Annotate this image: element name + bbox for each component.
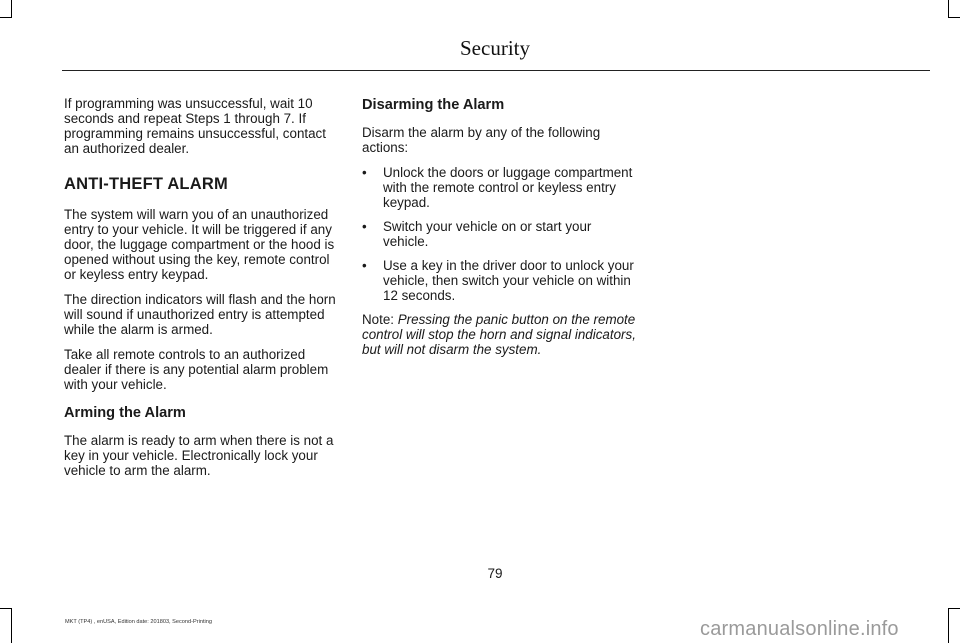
crop-mark: [948, 17, 960, 18]
page-number: 79: [487, 566, 503, 581]
bullet-list: [362, 165, 636, 303]
body-paragraph: Take all remote controls to an authorized dealer if there is any potential alarm problem with your vehicle.: [64, 347, 329, 392]
list-item-text: Unlock the doors or luggage compartment with the remote control or keyless entry keypad.: [383, 165, 633, 210]
list-item-text: Use a key in the driver door to unlock your vehicle, then switch your vehicle on within 12 seconds.: [383, 258, 634, 303]
bullet-icon: •: [362, 165, 367, 180]
left-column: [64, 96, 338, 488]
body-paragraph: The system will warn you of an unauthorized entry to your vehicle. It will be triggered if any door, the luggage compartment or the hood is opened without using the key, remote control or keyless entry keypad.: [64, 207, 335, 282]
crop-mark: [948, 608, 949, 643]
watermark: carmanualsonline.info: [700, 618, 899, 640]
section-heading: ANTI-THEFT ALARM: [64, 175, 228, 193]
crop-mark: [948, 0, 949, 17]
body-paragraph: The alarm is ready to arm when there is not a key in your vehicle. Electronically lock your vehicle to arm the alarm.: [64, 433, 334, 478]
intro-paragraph: If programming was unsuccessful, wait 10 seconds and repeat Steps 1 through 7. If programming remains unsuccessful, contact an authorized dealer.: [64, 96, 326, 156]
right-column: [362, 96, 636, 367]
subsection-heading: Disarming the Alarm: [362, 97, 505, 113]
bullet-icon: •: [362, 258, 367, 273]
crop-mark: [11, 608, 12, 643]
crop-mark: [0, 17, 12, 18]
bullet-icon: •: [362, 219, 367, 234]
list-item-text: Switch your vehicle on or start your vehicle.: [383, 219, 592, 249]
crop-mark: [948, 608, 960, 609]
note-text: Pressing the panic button on the remote control will stop the horn and signal indicators, but will not disarm the system.: [362, 312, 636, 357]
body-paragraph: The direction indicators will flash and the horn will sound if unauthorized entry is attempted while the alarm is armed.: [64, 292, 336, 337]
list-item: [362, 219, 636, 249]
subsection-heading: Arming the Alarm: [64, 405, 186, 421]
note-paragraph: [362, 312, 636, 357]
header-divider: [62, 70, 930, 71]
page-title: Security: [460, 36, 530, 60]
list-item: [362, 258, 636, 303]
crop-mark: [11, 0, 12, 17]
body-paragraph: Disarm the alarm by any of the following actions:: [362, 125, 601, 155]
edition-footer: MKT (TP4) , enUSA, Edition date: 201803, Second-Printing: [65, 619, 212, 625]
crop-mark: [0, 608, 12, 609]
note-label: Note:: [362, 312, 395, 327]
list-item: [362, 165, 636, 210]
